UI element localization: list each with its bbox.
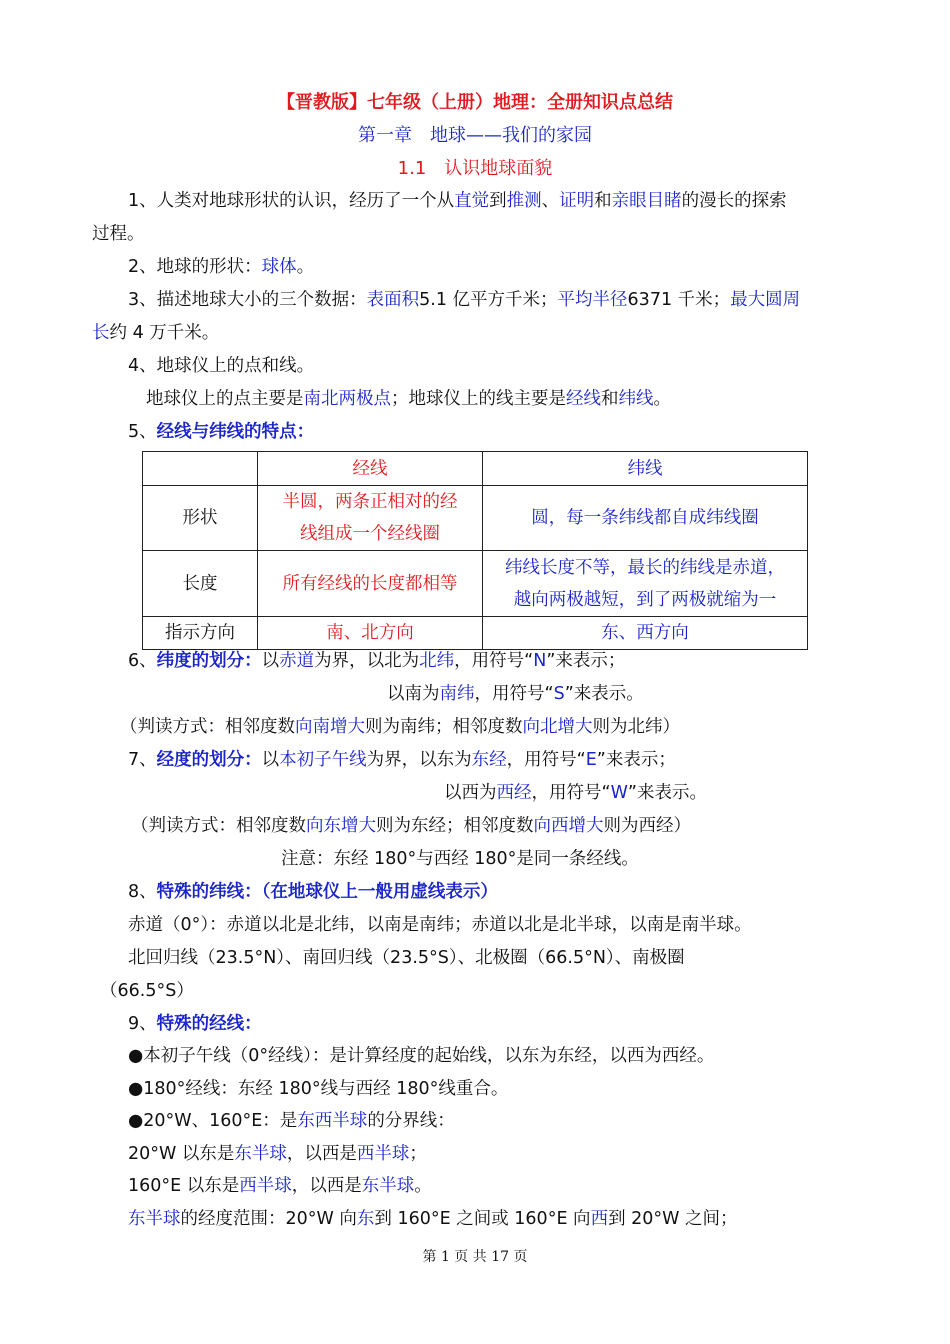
text: 5.1 亿平方千米； xyxy=(419,290,558,310)
text: 6371 千米； xyxy=(627,290,731,310)
keyword: 球体 xyxy=(261,257,297,277)
text: 和 xyxy=(601,389,619,409)
table-row xyxy=(143,551,808,617)
keyword: 亲眼目睹 xyxy=(611,191,682,211)
keyword: 东半球 xyxy=(361,1176,415,1196)
para-8-tropics: 北回归线（23.5°N）、南回归线（23.5°S）、北极圈（66.5°N）、南极圈 xyxy=(128,948,685,968)
para-8-tropics-cont: （66.5°S） xyxy=(100,981,194,1001)
text: ，以西是 xyxy=(286,1144,357,1164)
keyword: 西半球 xyxy=(356,1144,410,1164)
text: 到 20°W 之间； xyxy=(608,1209,738,1229)
para-7 xyxy=(128,747,676,773)
para-4: 4、地球仪上的点和线。 xyxy=(128,356,315,376)
text: 为界，以北为 xyxy=(314,651,420,671)
keyword: 西半球 xyxy=(239,1176,292,1196)
para-1-cont: 过程。 xyxy=(92,224,145,244)
keyword: 向东增大 xyxy=(306,816,376,836)
text: 则为西经） xyxy=(603,816,691,836)
doc-title: 【晋教版】七年级（上册）地理：全册知识点总结 xyxy=(277,92,673,113)
table-row xyxy=(143,486,808,551)
keyword: 东西半球 xyxy=(297,1111,368,1131)
keyword: 东经 xyxy=(471,750,507,770)
keyword: 赤道 xyxy=(279,651,315,671)
keyword: 南北两极点 xyxy=(303,389,391,409)
para-6 xyxy=(128,648,625,674)
para-7-note: 注意：东经 180°与西经 180°是同一条经线。 xyxy=(281,849,639,869)
keyword: 推测 xyxy=(506,191,542,211)
para-5 xyxy=(128,419,314,445)
text: 以 xyxy=(261,651,280,671)
text: 2、地球的形状： xyxy=(128,257,262,277)
keyword: 平均半径 xyxy=(557,290,628,310)
keyword: 西 xyxy=(590,1209,609,1229)
text: ； xyxy=(409,1144,427,1164)
para-9-bullet-1: ●本初子午线（0°经线）：是计算经度的起始线，以东为东经，以西为西经。 xyxy=(128,1046,715,1066)
para-8 xyxy=(128,879,498,905)
text: ，用符号“ xyxy=(454,651,534,671)
text: 的经度范围：20°W 向 xyxy=(180,1209,357,1229)
text: 6、 xyxy=(128,651,157,671)
text: 8、 xyxy=(128,882,157,902)
heading: 特殊的经线： xyxy=(156,1014,262,1034)
cell-line: 半圆，两条正相对的经 xyxy=(282,492,458,512)
text: 。 xyxy=(653,389,671,409)
para-4-detail xyxy=(146,386,671,412)
cell-line: 南、北方向 xyxy=(326,623,414,643)
text: （判读方式：相邻度数 xyxy=(131,816,306,836)
para-6-judge xyxy=(120,714,680,740)
table-cell xyxy=(483,617,808,650)
row-label: 形状 xyxy=(143,486,258,551)
table-header-row xyxy=(143,452,808,486)
text: 20°W 以东是 xyxy=(128,1144,235,1164)
cell-line: 圆，每一条纬线都自成纬线圈 xyxy=(531,508,759,528)
text: 7、 xyxy=(128,750,157,770)
table-cell xyxy=(258,617,483,650)
text: 3、描述地球大小的三个数据： xyxy=(128,290,367,310)
para-8-equator: 赤道（0°）：赤道以北是北纬，以南是南纬；赤道以北是北半球，以南是南半球。 xyxy=(128,915,752,935)
text: 。 xyxy=(414,1176,432,1196)
keyword: 西经 xyxy=(496,783,532,803)
text: ，以西是 xyxy=(291,1176,362,1196)
text: 地球仪上的点主要是 xyxy=(146,389,304,409)
text: 则为北纬） xyxy=(592,717,680,737)
text: 1、人类对地球形状的认识，经历了一个从 xyxy=(128,191,455,211)
cell-line: 越向两极越短，到了两极就缩为一 xyxy=(513,589,777,610)
para-6-line2 xyxy=(387,681,644,707)
para-3-cont xyxy=(92,320,219,346)
table-cell xyxy=(258,551,483,617)
keyword: E xyxy=(585,750,597,770)
para-9-range xyxy=(128,1206,738,1232)
keyword: 东半球 xyxy=(128,1209,181,1229)
page-footer: 第 1 页 共 17 页 xyxy=(422,1249,528,1265)
section-title: 1.1 认识地球面貌 xyxy=(397,158,553,179)
text: 以南为 xyxy=(387,684,440,704)
text: ，用符号“ xyxy=(506,750,586,770)
text: 的分界线： xyxy=(367,1111,455,1131)
text: （判读方式：相邻度数 xyxy=(120,717,295,737)
comparison-table xyxy=(142,451,808,650)
text: 160°E 以东是 xyxy=(128,1176,240,1196)
text: ”来表示。 xyxy=(564,684,644,704)
cell-line: 所有经线的长度都相等 xyxy=(282,573,458,594)
heading: 特殊的纬线：（在地球仪上一般用虚线表示） xyxy=(156,882,498,902)
heading: 经线与纬线的特点： xyxy=(156,422,315,442)
para-3 xyxy=(128,287,800,313)
text: 为界，以东为 xyxy=(366,750,472,770)
text: 和 xyxy=(594,191,612,211)
text: 到 160°E 之间或 160°E 向 xyxy=(374,1209,591,1229)
table-header-cell xyxy=(143,452,258,486)
keyword: N xyxy=(533,651,547,671)
para-9 xyxy=(128,1011,262,1037)
text: 9、 xyxy=(128,1014,157,1034)
keyword: 经线 xyxy=(566,389,601,409)
para-9-east xyxy=(128,1173,432,1199)
text: 以西为 xyxy=(444,783,497,803)
table-header-cell: 纬线 xyxy=(483,452,808,486)
cell-line: 线组成一个经线圈 xyxy=(300,524,440,544)
para-9-bullet-3 xyxy=(128,1108,455,1134)
cell-line: 东、西方向 xyxy=(601,623,689,643)
row-label: 指示方向 xyxy=(143,617,258,650)
text: 以 xyxy=(261,750,280,770)
keyword: 直觉 xyxy=(454,191,490,211)
para-7-line2 xyxy=(444,780,707,806)
text: 到 xyxy=(489,191,507,211)
keyword: 东半球 xyxy=(234,1144,287,1164)
keyword: 向西增大 xyxy=(533,816,604,836)
table-header-cell: 经线 xyxy=(258,452,483,486)
para-9-west xyxy=(128,1141,427,1167)
row-label: 长度 xyxy=(143,551,258,617)
text: ”来表示； xyxy=(596,750,676,770)
keyword: 表面积 xyxy=(366,290,420,310)
heading: 纬度的划分： xyxy=(156,651,262,671)
text: 。 xyxy=(296,257,315,277)
keyword: 北纬 xyxy=(419,651,455,671)
para-9-bullet-2: ●180°经线：东经 180°线与西经 180°线重合。 xyxy=(128,1079,509,1099)
text: 约 4 万千米。 xyxy=(109,323,220,343)
keyword: W xyxy=(610,783,628,803)
text: ，用符号“ xyxy=(531,783,611,803)
text: ，用符号“ xyxy=(474,684,554,704)
chapter-title: 第一章 地球——我们的家园 xyxy=(358,125,592,146)
para-2 xyxy=(128,254,314,280)
para-7-judge xyxy=(131,813,691,839)
keyword: 南纬 xyxy=(439,684,475,704)
text: 的漫长的探索 xyxy=(681,191,787,211)
text: ”来表示。 xyxy=(627,783,707,803)
keyword: 向南增大 xyxy=(295,717,365,737)
table-cell xyxy=(258,486,483,551)
heading: 经度的划分： xyxy=(156,750,262,770)
keyword: 长 xyxy=(92,323,110,343)
keyword: 东 xyxy=(356,1209,375,1229)
table-row xyxy=(143,617,808,650)
text: ；地球仪上的线主要是 xyxy=(391,389,566,409)
text: 5、 xyxy=(128,422,157,442)
text: ●20°W、160°E：是 xyxy=(128,1111,298,1131)
text: 则为南纬；相邻度数 xyxy=(365,717,523,737)
table-cell xyxy=(483,551,808,617)
text: 则为东经；相邻度数 xyxy=(376,816,534,836)
keyword: S xyxy=(553,684,565,704)
keyword: 向北增大 xyxy=(522,717,593,737)
para-1 xyxy=(128,188,787,214)
text: 、 xyxy=(541,191,560,211)
keyword: 本初子午线 xyxy=(279,750,367,770)
table-cell xyxy=(483,486,808,551)
cell-line: 纬线长度不等，最长的纬线是赤道， xyxy=(505,557,785,578)
keyword: 纬线 xyxy=(618,389,654,409)
keyword: 最大圆周 xyxy=(730,290,801,310)
keyword: 证明 xyxy=(559,191,595,211)
text: ”来表示； xyxy=(546,651,626,671)
